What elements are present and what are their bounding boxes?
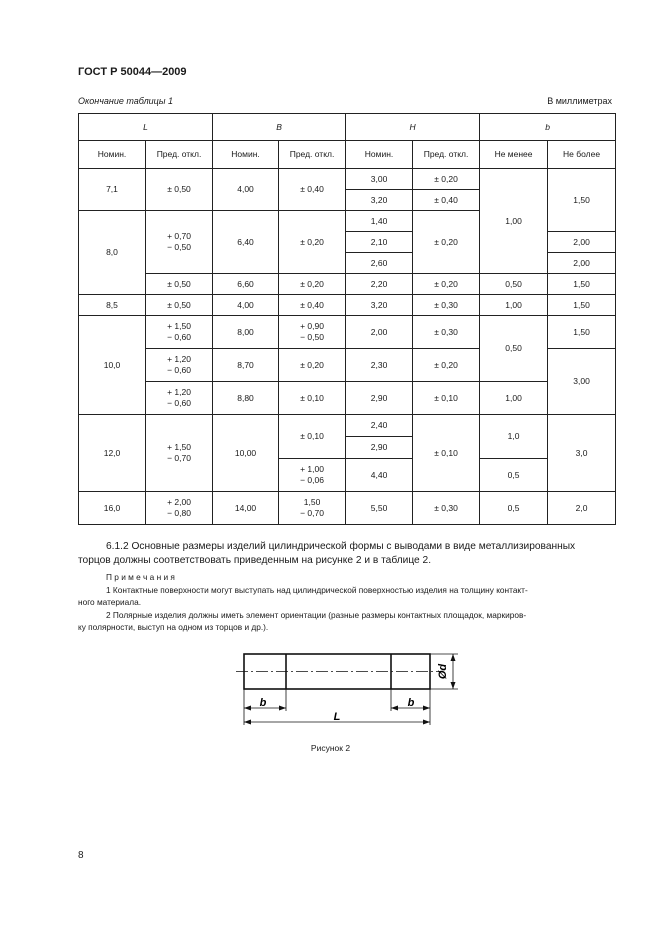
- table-cell: 0,50: [480, 316, 548, 382]
- arrowhead: [244, 706, 251, 711]
- cell-line: − 0,60: [167, 365, 191, 375]
- cell-line: − 0,50: [300, 332, 324, 342]
- table-cell: ± 0,10: [413, 382, 480, 415]
- table-cell: [146, 316, 213, 349]
- table-cell: 4,00: [213, 295, 279, 316]
- table-cell: 2,60: [346, 253, 413, 274]
- table-cell: [146, 382, 213, 415]
- section-paragraph: [78, 540, 615, 568]
- table-caption: Окончание таблицы 1: [78, 96, 173, 106]
- table-cell: ± 0,50: [146, 274, 213, 295]
- table-cell: 0,5: [480, 459, 548, 492]
- table-cell: [146, 492, 213, 525]
- subheader-cell: Пред. откл.: [279, 141, 346, 169]
- table-cell: ± 0,50: [146, 169, 213, 211]
- table-cell: ± 0,40: [413, 190, 480, 211]
- table-cell: 14,00: [213, 492, 279, 525]
- table-cell: 8,00: [213, 316, 279, 349]
- table-cell: 1,0: [480, 415, 548, 459]
- table-units: В миллиметрах: [547, 96, 612, 106]
- table-cell: 4,40: [346, 459, 413, 492]
- cell-line: + 2,00: [167, 497, 191, 507]
- paragraph-line: 6.1.2 Основные размеры изделий цилиндрической формы с выводами в виде металлизированных: [106, 541, 576, 552]
- table-subheader-row: [79, 141, 616, 169]
- header-L: L: [79, 114, 213, 141]
- table-cell: 16,0: [79, 492, 146, 525]
- table-cell: 2,0: [548, 492, 616, 525]
- table-cell: 8,0: [79, 211, 146, 295]
- table-header-row: [79, 114, 616, 141]
- label-b-right: b: [407, 697, 415, 709]
- table-cell: 1,50: [548, 169, 616, 232]
- table-cell: [146, 415, 213, 492]
- table-cell: ± 0,10: [279, 382, 346, 415]
- dimensions-table: [78, 113, 616, 525]
- label-b-left: b: [259, 697, 267, 709]
- table-cell: 3,00: [346, 169, 413, 190]
- table-row: [79, 169, 616, 190]
- table-cell: 1,00: [480, 382, 548, 415]
- subheader-cell: Пред. откл.: [413, 141, 480, 169]
- table-cell: ± 0,20: [413, 169, 480, 190]
- subheader-cell: Не более: [548, 141, 616, 169]
- arrowhead: [423, 720, 430, 725]
- table-cell: 2,00: [548, 232, 616, 253]
- arrowhead: [391, 706, 398, 711]
- page-number: 8: [78, 850, 84, 861]
- table-cell: 2,00: [346, 316, 413, 349]
- table-cell: 10,0: [79, 316, 146, 415]
- table-cell: 3,20: [346, 295, 413, 316]
- cell-line: − 0,80: [167, 508, 191, 518]
- note-line: 2 Полярные изделия должны иметь элемент ориентации (разные размеры контактных площадок, маркиров-: [106, 609, 527, 620]
- figure-caption: Рисунок 2: [310, 743, 351, 753]
- cell-line: + 1,00: [300, 464, 324, 474]
- cell-line: 1,50: [303, 497, 321, 507]
- subheader-cell: Номин.: [79, 141, 146, 169]
- table-cell: ± 0,30: [413, 492, 480, 525]
- table-cell: ± 0,30: [413, 316, 480, 349]
- table-cell: ± 0,10: [413, 415, 480, 492]
- table-cell: ± 0,10: [279, 415, 346, 459]
- cell-line: + 0,70: [167, 231, 191, 241]
- table-cell: 8,5: [79, 295, 146, 316]
- table-cell: 2,20: [346, 274, 413, 295]
- table-cell: 3,00: [548, 349, 616, 415]
- table-cell: ± 0,30: [413, 295, 480, 316]
- header-H: H: [346, 114, 480, 141]
- label-diameter: Ød: [437, 663, 449, 680]
- table-cell: 2,90: [346, 382, 413, 415]
- table-cell: 1,40: [346, 211, 413, 232]
- arrowhead: [279, 706, 286, 711]
- document-header: ГОСТ Р 50044—2009: [78, 66, 187, 78]
- cell-line: − 0,70: [300, 508, 324, 518]
- table-cell: 6,40: [213, 211, 279, 274]
- header-b: b: [480, 114, 616, 141]
- subheader-cell: Номин.: [213, 141, 279, 169]
- table-cell: ± 0,40: [279, 169, 346, 211]
- table-cell: 8,80: [213, 382, 279, 415]
- cell-line: − 0,70: [167, 453, 191, 463]
- table-cell: ± 0,40: [279, 295, 346, 316]
- cell-line: + 1,50: [167, 442, 191, 452]
- subheader-cell: Пред. откл.: [146, 141, 213, 169]
- cell-line: − 0,06: [300, 475, 324, 485]
- table-cell: [146, 349, 213, 382]
- table-cell: ± 0,20: [279, 274, 346, 295]
- table-row: [79, 295, 616, 316]
- header-B: B: [213, 114, 346, 141]
- table-cell: 10,00: [213, 415, 279, 492]
- table-cell: 7,1: [79, 169, 146, 211]
- table-cell: [146, 211, 213, 274]
- table-row: [79, 316, 616, 349]
- table-cell: ± 0,20: [279, 211, 346, 274]
- paragraph-line: торцов должны соответствовать приведенным на рисунке 2 и в таблице 2.: [78, 555, 432, 566]
- table-cell: 0,50: [480, 274, 548, 295]
- table-cell: 2,00: [548, 253, 616, 274]
- table-cell: 2,90: [346, 437, 413, 459]
- table-cell: 3,20: [346, 190, 413, 211]
- table-cell: 12,0: [79, 415, 146, 492]
- table-cell: 5,50: [346, 492, 413, 525]
- subheader-cell: Номин.: [346, 141, 413, 169]
- table-cell: ± 0,20: [413, 274, 480, 295]
- arrowhead: [423, 706, 430, 711]
- table-row: [79, 382, 616, 415]
- table-cell: 0,5: [480, 492, 548, 525]
- note-line: 1 Контактные поверхности могут выступать над цилиндрической поверхностью изделия на толщину контакт-: [106, 584, 528, 595]
- notes-block: [78, 571, 615, 634]
- arrowhead: [451, 682, 456, 689]
- cell-line: − 0,60: [167, 332, 191, 342]
- table-cell: 3,0: [548, 415, 616, 492]
- table-cell: [279, 459, 346, 492]
- table-cell: ± 0,20: [279, 349, 346, 382]
- note-line: ного материала.: [78, 597, 142, 607]
- label-L: L: [333, 711, 341, 723]
- notes-title: П р и м е ч а н и я: [106, 572, 175, 582]
- table-cell: 6,60: [213, 274, 279, 295]
- component-drawing: [236, 647, 466, 727]
- cell-line: − 0,50: [167, 242, 191, 252]
- arrowhead: [451, 654, 456, 661]
- table-cell: 1,50: [548, 295, 616, 316]
- table-cell: ± 0,20: [413, 211, 480, 274]
- table-row: [79, 274, 616, 295]
- table-cell: 2,10: [346, 232, 413, 253]
- table-cell: ± 0,20: [413, 349, 480, 382]
- cell-line: + 0,90: [300, 321, 324, 331]
- table-cell: [279, 492, 346, 525]
- table-cell: 1,00: [480, 295, 548, 316]
- table-cell: 1,50: [548, 274, 616, 295]
- table-cell: 2,40: [346, 415, 413, 437]
- cell-line: − 0,60: [167, 398, 191, 408]
- table-cell: 4,00: [213, 169, 279, 211]
- table-cell: 8,70: [213, 349, 279, 382]
- cell-line: + 1,50: [167, 321, 191, 331]
- table-cell: 1,00: [480, 169, 548, 274]
- table-row: [79, 415, 616, 437]
- note-line: ку полярности, выступ на одном из торцов и др.).: [78, 622, 269, 632]
- arrowhead: [244, 720, 251, 725]
- table-row: [79, 492, 616, 525]
- cell-line: + 1,20: [167, 387, 191, 397]
- subheader-cell: Не менее: [480, 141, 548, 169]
- table-cell: 2,30: [346, 349, 413, 382]
- cell-line: + 1,20: [167, 354, 191, 364]
- table-cell: 1,50: [548, 316, 616, 349]
- table-cell: [279, 316, 346, 349]
- table-cell: ± 0,50: [146, 295, 213, 316]
